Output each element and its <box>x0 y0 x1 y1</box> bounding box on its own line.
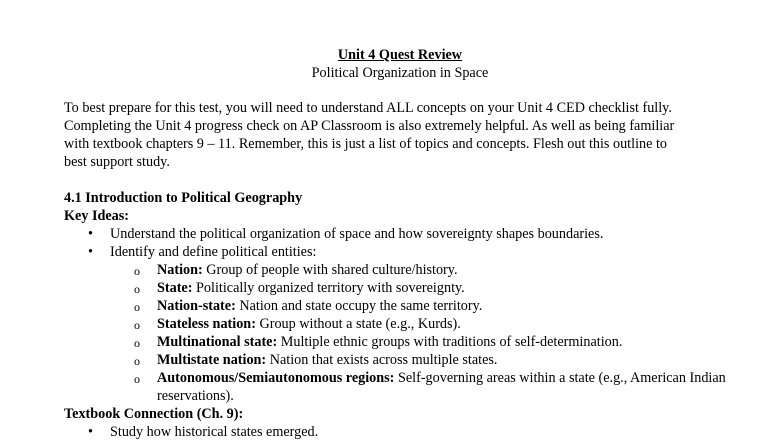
bullet-text: Understand the political organization of space and how sovereignty shapes boundaries. <box>110 226 604 242</box>
sub-bullet-marker: o <box>134 336 140 350</box>
political-entities-list <box>64 261 764 405</box>
term: Autonomous/Semiautonomous regions: <box>157 370 395 386</box>
sub-bullet-marker: o <box>134 372 140 386</box>
list-item <box>64 369 747 405</box>
term: Multistate nation: <box>157 352 267 368</box>
section-heading: 4.1 Introduction to Political Geography <box>64 190 303 206</box>
definition: Group without a state (e.g., Kurds). <box>255 316 461 332</box>
intro-line: To best prepare for this test, you will need to understand ALL concepts on your Unit 4 CED checklist fully. <box>64 100 672 116</box>
list-item <box>64 423 764 441</box>
intro-line: Completing the Unit 4 progress check on AP Classroom is also extremely helpful. As well as being familiar <box>64 118 675 134</box>
sub-bullet-marker: o <box>134 354 140 368</box>
sub-bullet-marker: o <box>134 264 140 278</box>
list-item <box>64 351 747 369</box>
list-item <box>64 261 747 279</box>
textbook-list <box>64 423 764 441</box>
definition: Nation and state occupy the same territory. <box>235 298 483 314</box>
term: Nation-state: <box>157 298 236 314</box>
page-title: Unit 4 Quest Review <box>337 47 463 63</box>
list-item <box>64 243 764 261</box>
title-block <box>0 46 784 82</box>
term: Nation: <box>157 262 203 278</box>
intro-line: best support study. <box>64 154 170 170</box>
list-item <box>64 225 764 243</box>
intro-line: with textbook chapters 9 – 11. Remember, this is just a list of topics and concepts. Flesh out this outline to <box>64 136 667 152</box>
term: Multinational state: <box>157 334 278 350</box>
list-item <box>64 297 747 315</box>
key-ideas-list <box>64 225 764 261</box>
definition: Multiple ethnic groups with traditions of self-determination. <box>277 334 623 350</box>
sub-bullet-marker: o <box>134 318 140 332</box>
intro-paragraph <box>64 99 764 171</box>
term: State: <box>157 280 193 296</box>
list-item <box>64 279 747 297</box>
bullet-text: Study how historical states emerged. <box>110 424 319 440</box>
definition: Group of people with shared culture/history. <box>202 262 458 278</box>
definition: Nation that exists across multiple states. <box>266 352 498 368</box>
bullet-marker: • <box>88 424 93 440</box>
key-ideas-label: Key Ideas: <box>64 208 130 224</box>
section-4-1 <box>64 189 764 441</box>
definition: Politically organized territory with sovereignty. <box>192 280 465 296</box>
list-item <box>64 333 747 351</box>
sub-bullet-marker: o <box>134 282 140 296</box>
bullet-marker: • <box>88 244 93 260</box>
bullet-marker: • <box>88 226 93 242</box>
bullet-text: Identify and define political entities: <box>110 244 317 260</box>
definition: Self-governing areas within a state (e.g., American Indian reservations). <box>157 370 726 404</box>
list-item <box>64 315 747 333</box>
page-subtitle: Political Organization in Space <box>311 65 489 81</box>
term: Stateless nation: <box>157 316 256 332</box>
textbook-connection-label: Textbook Connection (Ch. 9): <box>64 406 244 422</box>
sub-bullet-marker: o <box>134 300 140 314</box>
